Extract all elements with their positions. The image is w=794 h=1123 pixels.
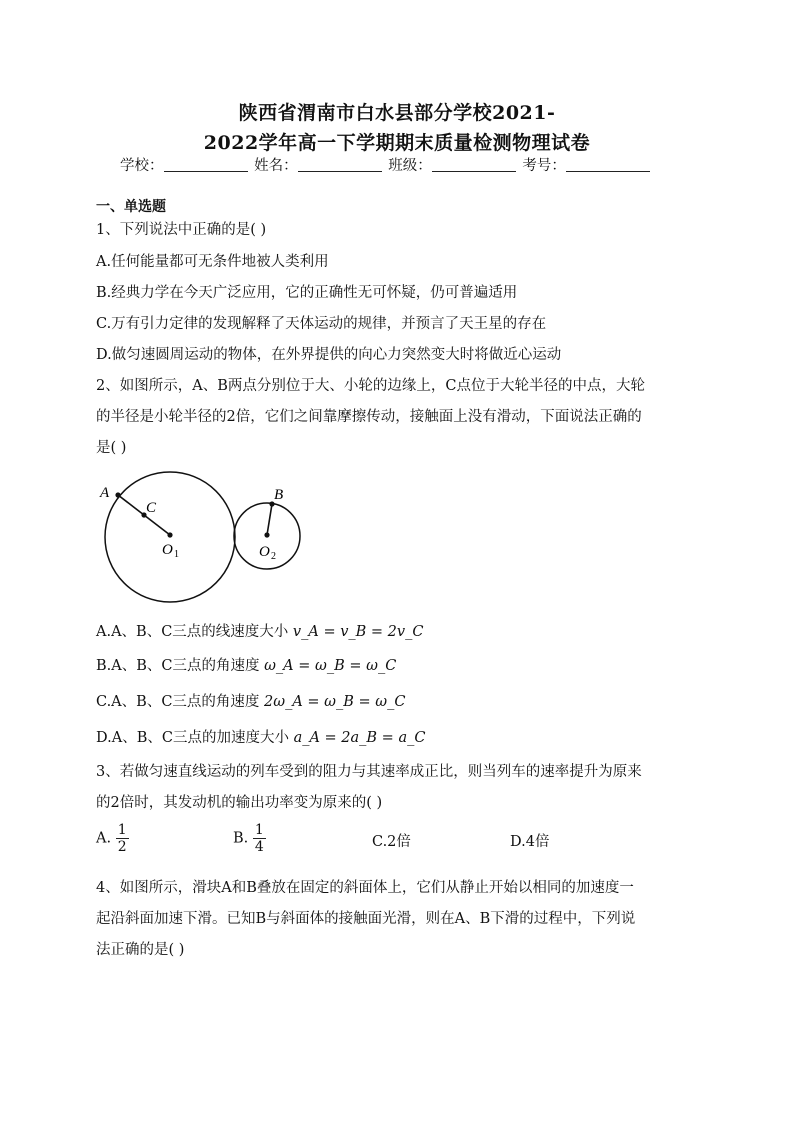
q2-stem-line3: 是( )	[96, 440, 127, 456]
point-a-dot	[115, 492, 120, 497]
name-blank[interactable]	[298, 157, 382, 172]
exam-title-line2: 2022学年高一下学期期末质量检测物理试卷	[203, 132, 591, 154]
q2-option-d	[96, 726, 425, 747]
center-o1-dot	[167, 532, 172, 537]
wheel-figure	[96, 468, 316, 608]
q3-option-a-fraction	[116, 822, 129, 855]
q3-option-a-numerator: 1	[117, 822, 127, 838]
label-b: B	[274, 487, 284, 503]
q2-option-b-text: B.A、B、C三点的角速度	[96, 658, 260, 674]
q4-stem-line1: 4、如图所示，滑块A和B叠放在固定的斜面体上，它们从静止开始以相同的加速度一	[96, 880, 634, 896]
small-wheel-radius	[267, 504, 272, 535]
q4-stem-line3: 法正确的是( )	[96, 942, 185, 958]
label-o2-sub: 2	[271, 551, 276, 562]
exam-number-blank[interactable]	[566, 157, 650, 172]
label-a: A	[100, 485, 110, 501]
q1-option-a: A.任何能量都可无条件地被人类利用	[96, 254, 329, 270]
class-label: 班级：	[388, 158, 432, 174]
exam-title-line1: 陕西省渭南市白水县部分学校2021-	[238, 102, 556, 124]
q2-option-b	[96, 654, 396, 675]
q2-option-a-text: A.A、B、C三点的线速度大小	[96, 624, 289, 640]
q3-option-b-fraction	[253, 822, 266, 855]
label-o1: O	[162, 542, 173, 558]
q3-option-a-label: A.	[96, 830, 112, 847]
section-heading: 一、单选题	[96, 199, 166, 215]
q3-option-b-denominator: 4	[254, 839, 264, 855]
label-o2: O	[259, 544, 270, 560]
q2-stem-line2: 的半径是小轮半径的2倍，它们之间靠摩擦传动，接触面上没有滑动，下面说法正确的	[96, 409, 642, 425]
school-blank[interactable]	[164, 157, 248, 172]
q2-option-c-formula: 2ω_A = ω_B = ω_C	[264, 694, 406, 710]
q1-option-d: D.做匀速圆周运动的物体，在外界提供的向心力突然变大时将做近心运动	[96, 347, 562, 363]
q2-option-c	[96, 690, 405, 711]
q2-option-b-formula: ω_A = ω_B = ω_C	[264, 658, 397, 674]
q1-option-b: B.经典力学在今天广泛应用，它的正确性无可怀疑，仍可普遍适用	[96, 285, 518, 301]
q3-option-b	[233, 822, 266, 855]
q3-option-a-denominator: 2	[117, 839, 127, 855]
school-label: 学校：	[120, 158, 164, 174]
q4-stem-line2: 起沿斜面加速下滑。已知B与斜面体的接触面光滑，则在A、B下滑的过程中，下列说	[96, 911, 636, 927]
q3-option-c: C.2倍	[372, 834, 411, 850]
q2-option-d-text: D.A、B、C三点的加速度大小	[96, 730, 289, 746]
q2-option-c-text: C.A、B、C三点的角速度	[96, 694, 260, 710]
q3-option-a	[96, 822, 129, 855]
q1-stem: 1、下列说法中正确的是( )	[96, 222, 267, 238]
q3-option-b-label: B.	[233, 830, 249, 847]
center-o2-dot	[264, 532, 269, 537]
student-info-row	[120, 154, 652, 175]
name-label: 姓名：	[254, 158, 298, 174]
q3-option-d: D.4倍	[510, 834, 550, 850]
q2-stem-line1: 2、如图所示，A、B两点分别位于大、小轮的边缘上，C点位于大轮半径的中点，大轮	[96, 378, 645, 394]
label-o1-sub: 1	[174, 549, 179, 560]
q2-option-d-formula: a_A = 2a_B = a_C	[293, 730, 426, 746]
q3-stem-line1: 3、若做匀速直线运动的列车受到的阻力与其速率成正比，则当列车的速率提升为原来	[96, 764, 642, 780]
class-blank[interactable]	[432, 157, 516, 172]
q3-option-b-numerator: 1	[254, 822, 264, 838]
exam-number-label: 考号：	[522, 158, 566, 174]
q3-stem-line2: 的2倍时，其发动机的输出功率变为原来的( )	[96, 795, 383, 811]
q2-option-a-formula: v_A = v_B = 2v_C	[292, 624, 424, 640]
q1-option-c: C.万有引力定律的发现解释了天体运动的规律，并预言了天王星的存在	[96, 316, 547, 332]
label-c: C	[146, 500, 157, 516]
q2-option-a	[96, 620, 423, 641]
